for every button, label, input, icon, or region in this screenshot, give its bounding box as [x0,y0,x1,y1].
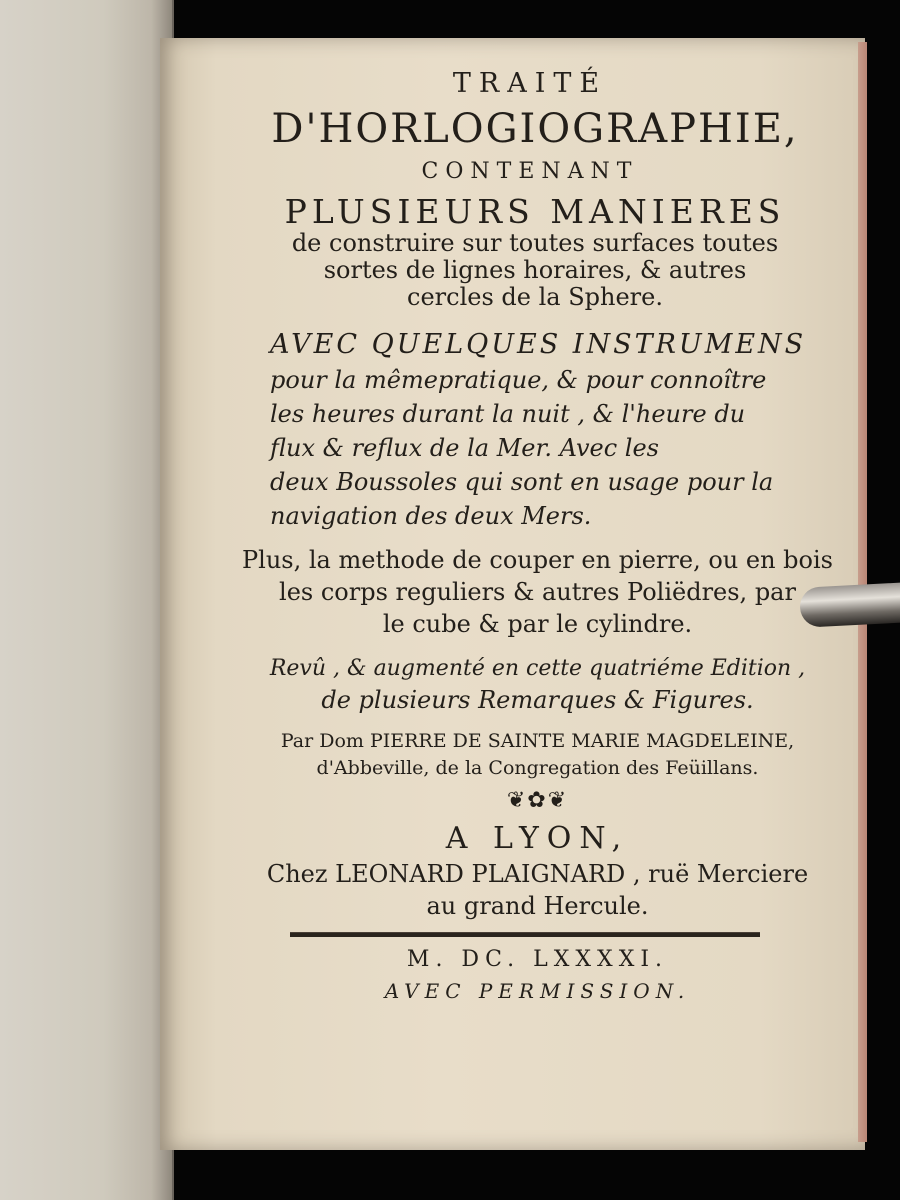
treatise-label: TRAITÉ [452,68,608,99]
instruments-line: navigation des deux Mers. [270,502,592,530]
subtitle-line: cercles de la Sphere. [407,283,663,311]
imprint-address: au grand Hercule. [426,892,649,920]
instruments-paragraph [270,331,850,528]
edition-line: de plusieurs Remarques & Figures. [321,686,754,714]
subtitle-heading: PLUSIEURS MANIERES [284,192,786,231]
rule-divider [290,932,760,937]
instruments-line: flux & reflux de la Mer. Avec les [270,434,659,462]
publication-date: M. DC. LXXXXI. [406,947,669,972]
methode-paragraph [225,548,850,778]
methode-line: les corps reguliers & autres Poliëdres, par [279,578,796,606]
methode-line: le cube & par le cylindre. [382,610,693,638]
author-line: d'Abbeville, de la Congregation des Feüillans. [316,757,759,779]
permission-line: AVEC PERMISSION. [384,979,691,1003]
instruments-line: pour la mêmepratique, & pour connoître [270,366,767,394]
instruments-line: deux Boussoles qui sont en usage pour la [270,468,774,496]
imprint-publisher: Chez LEONARD PLAIGNARD , ruë Merciere [266,860,809,888]
methode-line: Plus, la methode de couper en pierre, ou en bois [242,546,833,574]
title-page-text [180,70,850,1001]
instruments-heading: AVEC QUELQUES INSTRUMENS [270,329,807,360]
ornament: ❦✿❦ [506,788,569,813]
instruments-line: les heures durant la nuit , & l'heure du [270,400,746,428]
left-page [0,0,174,1200]
author-line: Par Dom PIERRE DE SAINTE MARIE MAGDELEINE, [280,730,795,752]
subtitle-line: sortes de lignes horaires, & autres [323,256,747,284]
subtitle-line: de construire sur toutes surfaces toutes [291,229,779,257]
contenant-label: CONTENANT [421,159,639,184]
imprint-city: A LYON, [445,821,630,856]
book-title: D'HORLOGIOGRAPHIE, [271,106,799,152]
edition-line: Revû , & augmenté en cette quatriéme Edition , [269,656,806,681]
